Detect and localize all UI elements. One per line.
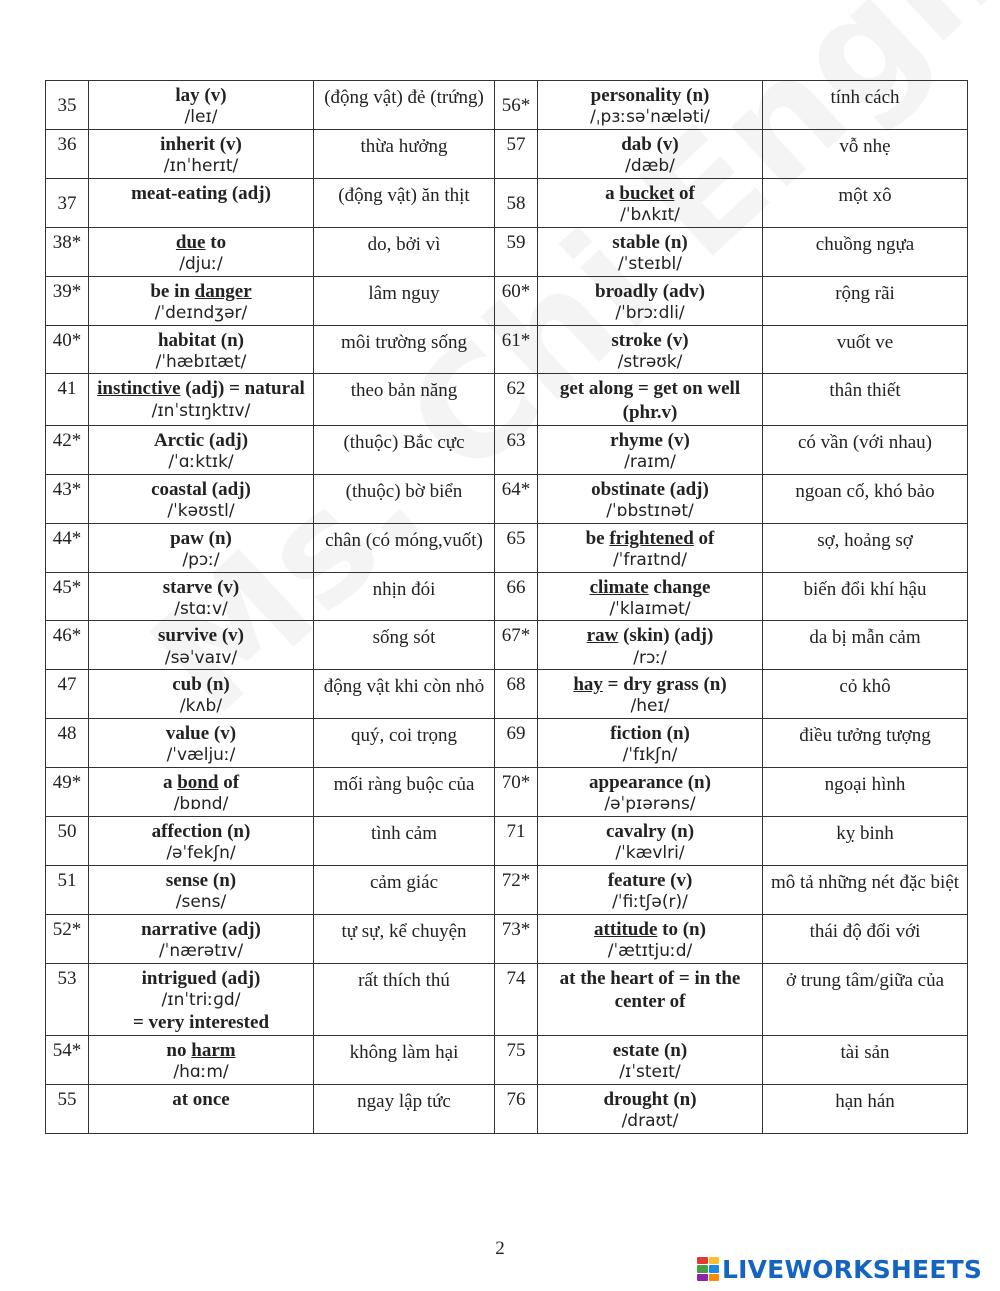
right-meaning: điều tưởng tượng bbox=[763, 719, 968, 768]
left-entry-number: 41 bbox=[46, 374, 89, 425]
word-text: get along = get on well (phr.v) bbox=[559, 378, 741, 423]
ipa-pronunciation: /ˈhæbɪtæt/ bbox=[155, 351, 247, 372]
left-meaning: (động vật) ăn thịt bbox=[314, 178, 495, 227]
ipa-pronunciation: /ˈkəʊstl/ bbox=[167, 500, 235, 521]
right-meaning: mô tả những nét đặc biệt bbox=[763, 865, 968, 914]
vocab-word bbox=[93, 673, 309, 696]
left-entry-number: 39* bbox=[46, 276, 89, 325]
word-text: intrigued (adj) bbox=[141, 967, 261, 989]
ipa-pronunciation: /ɪnˈstɪŋktɪv/ bbox=[151, 400, 251, 421]
word-text: (skin) (adj) bbox=[618, 625, 714, 647]
word-text: habitat (n) bbox=[157, 329, 245, 351]
ipa-pronunciation: /ˈɑːktɪk/ bbox=[168, 451, 234, 472]
vocab-word bbox=[542, 918, 758, 941]
table-row bbox=[46, 474, 968, 523]
ipa-pronunciation: /ˈætɪtjuːd/ bbox=[607, 941, 693, 962]
vocab-word bbox=[542, 967, 758, 1013]
ipa-pronunciation: /ˈfraɪtnd/ bbox=[612, 549, 688, 570]
word-text: a bbox=[162, 772, 178, 794]
left-entry-number: 36 bbox=[46, 129, 89, 178]
right-word-cell bbox=[538, 325, 763, 374]
left-word-cell bbox=[89, 865, 314, 914]
left-entry-number: 46* bbox=[46, 621, 89, 670]
vocab-word bbox=[93, 429, 309, 452]
left-word-cell bbox=[89, 768, 314, 817]
word-text: personality (n) bbox=[590, 85, 710, 106]
vocab-word bbox=[542, 673, 758, 696]
word-text: appearance (n) bbox=[589, 772, 711, 794]
ipa-pronunciation: /əˈfekʃn/ bbox=[166, 843, 236, 864]
ipa-pronunciation: /pɔː/ bbox=[182, 549, 220, 570]
word-text: feature (v) bbox=[607, 869, 693, 891]
ipa-pronunciation: /ˈnærətɪv/ bbox=[158, 941, 244, 962]
vocab-word bbox=[93, 722, 309, 745]
word-text: no bbox=[166, 1039, 192, 1061]
right-meaning: tính cách bbox=[763, 81, 968, 130]
left-entry-number: 35 bbox=[46, 81, 89, 130]
table-row bbox=[46, 227, 968, 276]
underlined-keyword: danger bbox=[194, 280, 252, 302]
page-number: 2 bbox=[495, 1238, 505, 1259]
underlined-keyword: instinctive bbox=[97, 378, 181, 400]
ipa-pronunciation: /kʌb/ bbox=[179, 696, 223, 717]
left-word-cell bbox=[89, 425, 314, 474]
underlined-keyword: climate bbox=[589, 576, 649, 598]
table-row bbox=[46, 523, 968, 572]
left-entry-number: 50 bbox=[46, 817, 89, 866]
ipa-pronunciation: /əˈpɪərəns/ bbox=[604, 794, 696, 815]
left-meaning: lâm nguy bbox=[314, 276, 495, 325]
word-text: narrative (adj) bbox=[141, 918, 261, 940]
vocab-word bbox=[542, 722, 758, 745]
left-word-cell bbox=[89, 374, 314, 425]
right-word-cell bbox=[538, 276, 763, 325]
right-meaning: thái độ đối với bbox=[763, 914, 968, 963]
vocab-word bbox=[542, 576, 758, 599]
vocab-word bbox=[93, 1039, 309, 1062]
right-entry-number: 70* bbox=[495, 768, 538, 817]
word-text: (adj) = natural bbox=[180, 378, 305, 400]
left-meaning: tự sự, kể chuyện bbox=[314, 914, 495, 963]
word-text: to bbox=[205, 231, 227, 253]
left-meaning: cảm giác bbox=[314, 865, 495, 914]
table-row bbox=[46, 719, 968, 768]
right-word-cell bbox=[538, 719, 763, 768]
right-entry-number: 68 bbox=[495, 670, 538, 719]
ipa-pronunciation: /ˈkævlri/ bbox=[615, 843, 685, 864]
right-word-cell bbox=[538, 81, 763, 130]
vocab-word bbox=[93, 1088, 309, 1111]
right-word-cell bbox=[538, 572, 763, 621]
left-entry-number: 51 bbox=[46, 865, 89, 914]
left-word-cell bbox=[89, 325, 314, 374]
word-text: inherit (v) bbox=[160, 133, 242, 155]
right-entry-number: 74 bbox=[495, 963, 538, 1035]
table-row bbox=[46, 374, 968, 425]
underlined-keyword: harm bbox=[191, 1039, 236, 1061]
ipa-pronunciation: /ˈbʌkɪt/ bbox=[620, 204, 680, 225]
right-word-cell bbox=[538, 768, 763, 817]
left-meaning: môi trường sống bbox=[314, 325, 495, 374]
liveworksheets-icon bbox=[697, 1257, 719, 1281]
right-entry-number: 56* bbox=[495, 81, 538, 130]
synonym-note: = very interested bbox=[132, 1011, 270, 1033]
underlined-keyword: raw bbox=[586, 625, 619, 647]
right-meaning: chuồng ngựa bbox=[763, 227, 968, 276]
ipa-pronunciation: /ˈfiːtʃə(r)/ bbox=[612, 892, 688, 913]
left-entry-number: 53 bbox=[46, 963, 89, 1035]
right-word-cell bbox=[538, 474, 763, 523]
ipa-pronunciation: /raɪm/ bbox=[624, 451, 676, 472]
vocab-word bbox=[93, 624, 309, 647]
vocab-word bbox=[93, 182, 309, 205]
right-meaning: hạn hán bbox=[763, 1084, 968, 1133]
vocab-word bbox=[542, 527, 758, 550]
word-text: estate (n) bbox=[612, 1039, 688, 1061]
vocab-word bbox=[542, 624, 758, 647]
right-entry-number: 60* bbox=[495, 276, 538, 325]
vocab-word bbox=[542, 182, 758, 205]
right-word-cell bbox=[538, 670, 763, 719]
word-text: stable (n) bbox=[612, 231, 688, 253]
left-word-cell bbox=[89, 817, 314, 866]
left-meaning: tình cảm bbox=[314, 817, 495, 866]
left-entry-number: 38* bbox=[46, 227, 89, 276]
right-meaning: ngoại hình bbox=[763, 768, 968, 817]
ipa-pronunciation: /draʊt/ bbox=[621, 1110, 679, 1131]
vocab-word bbox=[93, 280, 309, 303]
left-entry-number: 55 bbox=[46, 1084, 89, 1133]
right-meaning: có vần (với nhau) bbox=[763, 425, 968, 474]
vocab-word bbox=[542, 329, 758, 352]
right-entry-number: 71 bbox=[495, 817, 538, 866]
left-entry-number: 47 bbox=[46, 670, 89, 719]
word-text: starve (v) bbox=[162, 576, 240, 598]
right-word-cell bbox=[538, 1035, 763, 1084]
left-entry-number: 42* bbox=[46, 425, 89, 474]
word-text: at the heart of = in the center of bbox=[559, 967, 741, 1012]
left-word-cell bbox=[89, 572, 314, 621]
liveworksheets-logo[interactable] bbox=[697, 1254, 982, 1284]
left-word-cell bbox=[89, 178, 314, 227]
word-text: be in bbox=[150, 280, 195, 302]
left-meaning: chân (có móng,vuốt) bbox=[314, 523, 495, 572]
left-word-cell bbox=[89, 474, 314, 523]
left-word-cell bbox=[89, 1035, 314, 1084]
word-text: paw (n) bbox=[170, 527, 232, 549]
table-row bbox=[46, 425, 968, 474]
right-word-cell bbox=[538, 865, 763, 914]
right-meaning: kỵ binh bbox=[763, 817, 968, 866]
right-entry-number: 65 bbox=[495, 523, 538, 572]
ipa-pronunciation: /ˈfɪkʃn/ bbox=[622, 745, 678, 766]
right-meaning: tài sản bbox=[763, 1035, 968, 1084]
table-row bbox=[46, 963, 968, 1035]
vocab-word bbox=[542, 231, 758, 254]
right-entry-number: 69 bbox=[495, 719, 538, 768]
underlined-keyword: bond bbox=[177, 772, 219, 794]
ipa-pronunciation: /dæb/ bbox=[625, 156, 675, 177]
right-word-cell bbox=[538, 523, 763, 572]
right-meaning: da bị mẫn cảm bbox=[763, 621, 968, 670]
word-text: fiction (n) bbox=[610, 723, 690, 745]
left-entry-number: 49* bbox=[46, 768, 89, 817]
left-word-cell bbox=[89, 81, 314, 130]
word-text: lay (v) bbox=[175, 85, 227, 106]
table-row bbox=[46, 81, 968, 130]
right-entry-number: 57 bbox=[495, 129, 538, 178]
left-meaning: (thuộc) Bắc cực bbox=[314, 425, 495, 474]
vocab-word bbox=[542, 280, 758, 303]
table-row bbox=[46, 914, 968, 963]
table-row bbox=[46, 1084, 968, 1133]
ipa-pronunciation: /ˈbrɔːdli/ bbox=[615, 302, 685, 323]
left-word-cell bbox=[89, 129, 314, 178]
left-entry-number: 44* bbox=[46, 523, 89, 572]
vocab-word bbox=[93, 967, 309, 990]
right-entry-number: 63 bbox=[495, 425, 538, 474]
right-entry-number: 61* bbox=[495, 325, 538, 374]
ipa-pronunciation: /ɪnˈherɪt/ bbox=[163, 156, 239, 177]
vocab-word bbox=[93, 576, 309, 599]
right-word-cell bbox=[538, 963, 763, 1035]
left-meaning: sống sót bbox=[314, 621, 495, 670]
right-meaning: cỏ khô bbox=[763, 670, 968, 719]
vocab-word bbox=[93, 771, 309, 794]
vocab-word bbox=[93, 231, 309, 254]
left-entry-number: 43* bbox=[46, 474, 89, 523]
vocab-word bbox=[93, 527, 309, 550]
right-meaning: sợ, hoảng sợ bbox=[763, 523, 968, 572]
left-entry-number: 45* bbox=[46, 572, 89, 621]
underlined-keyword: hay bbox=[573, 674, 603, 696]
right-meaning: ngoan cố, khó bảo bbox=[763, 474, 968, 523]
vocab-word bbox=[542, 869, 758, 892]
left-meaning: (động vật) đẻ (trứng) bbox=[314, 81, 495, 130]
left-entry-number: 40* bbox=[46, 325, 89, 374]
table-row bbox=[46, 670, 968, 719]
right-meaning: vuốt ve bbox=[763, 325, 968, 374]
underlined-keyword: due bbox=[175, 231, 206, 253]
right-entry-number: 66 bbox=[495, 572, 538, 621]
table-row bbox=[46, 276, 968, 325]
left-word-cell bbox=[89, 670, 314, 719]
word-text: stroke (v) bbox=[611, 329, 689, 351]
ipa-pronunciation: /rɔː/ bbox=[633, 647, 667, 668]
table-row bbox=[46, 129, 968, 178]
word-text: cub (n) bbox=[172, 674, 230, 696]
word-text: at once bbox=[172, 1088, 230, 1110]
word-text: change bbox=[648, 576, 711, 598]
vocab-word bbox=[542, 133, 758, 156]
right-word-cell bbox=[538, 129, 763, 178]
right-entry-number: 64* bbox=[495, 474, 538, 523]
right-meaning: một xô bbox=[763, 178, 968, 227]
right-word-cell bbox=[538, 914, 763, 963]
vocab-word bbox=[93, 478, 309, 501]
left-word-cell bbox=[89, 914, 314, 963]
vocab-word bbox=[93, 869, 309, 892]
vocab-word bbox=[542, 429, 758, 452]
left-entry-number: 54* bbox=[46, 1035, 89, 1084]
left-entry-number: 52* bbox=[46, 914, 89, 963]
ipa-pronunciation: /ˈdeɪndʒər/ bbox=[154, 302, 248, 323]
ipa-pronunciation: /ɪnˈtriːɡd/ bbox=[161, 989, 241, 1010]
left-word-cell bbox=[89, 963, 314, 1035]
right-entry-number: 73* bbox=[495, 914, 538, 963]
vocab-word bbox=[542, 478, 758, 501]
right-entry-number: 59 bbox=[495, 227, 538, 276]
ipa-pronunciation: /heɪ/ bbox=[630, 696, 670, 717]
table-row bbox=[46, 621, 968, 670]
word-text: dab (v) bbox=[621, 133, 679, 155]
word-text: sense (n) bbox=[165, 869, 237, 891]
table-row bbox=[46, 572, 968, 621]
right-word-cell bbox=[538, 817, 763, 866]
left-word-cell bbox=[89, 523, 314, 572]
right-word-cell bbox=[538, 178, 763, 227]
left-meaning: động vật khi còn nhỏ bbox=[314, 670, 495, 719]
ipa-pronunciation: /hɑːm/ bbox=[173, 1062, 229, 1082]
word-text: Arctic (adj) bbox=[153, 429, 249, 451]
left-meaning: không làm hại bbox=[314, 1035, 495, 1084]
right-word-cell bbox=[538, 425, 763, 474]
word-text: be bbox=[585, 527, 610, 549]
ipa-pronunciation: /leɪ/ bbox=[184, 107, 218, 128]
word-text: of bbox=[674, 182, 695, 204]
word-text: value (v) bbox=[165, 723, 237, 745]
left-word-cell bbox=[89, 276, 314, 325]
table-row bbox=[46, 817, 968, 866]
vocab-word bbox=[93, 377, 309, 400]
word-text: = dry grass (n) bbox=[602, 674, 727, 696]
word-text: meat-eating (adj) bbox=[131, 182, 271, 204]
right-word-cell bbox=[538, 621, 763, 670]
table-row bbox=[46, 1035, 968, 1084]
word-text: affection (n) bbox=[151, 821, 251, 843]
left-word-cell bbox=[89, 1084, 314, 1133]
left-word-cell bbox=[89, 227, 314, 276]
vocab-word bbox=[542, 820, 758, 843]
table-row bbox=[46, 865, 968, 914]
vocabulary-table bbox=[45, 80, 968, 1134]
word-text: rhyme (v) bbox=[610, 429, 690, 451]
ipa-pronunciation: /ˈklaɪmət/ bbox=[609, 598, 691, 619]
word-text: drought (n) bbox=[603, 1088, 697, 1110]
left-meaning: theo bản năng bbox=[314, 374, 495, 425]
ipa-pronunciation: /bɒnd/ bbox=[173, 794, 229, 815]
word-text: broadly (adv) bbox=[595, 280, 705, 302]
word-text: to (n) bbox=[657, 918, 706, 940]
underlined-keyword: frightened bbox=[609, 527, 694, 549]
ipa-pronunciation: /stɑːv/ bbox=[174, 598, 228, 619]
right-meaning: vỗ nhẹ bbox=[763, 129, 968, 178]
underlined-keyword: bucket bbox=[619, 182, 675, 204]
brand-name: LIVEWORKSHEETS bbox=[722, 1254, 983, 1284]
vocab-word bbox=[93, 820, 309, 843]
right-meaning: thân thiết bbox=[763, 374, 968, 425]
underlined-keyword: attitude bbox=[594, 918, 658, 940]
ipa-pronunciation: /sens/ bbox=[175, 892, 227, 913]
vocab-word bbox=[542, 84, 758, 107]
ipa-pronunciation: /ˌpɜːsəˈnæləti/ bbox=[590, 107, 710, 128]
left-meaning: do, bởi vì bbox=[314, 227, 495, 276]
ipa-pronunciation: /ɪˈsteɪt/ bbox=[619, 1062, 681, 1082]
left-entry-number: 48 bbox=[46, 719, 89, 768]
table-row bbox=[46, 768, 968, 817]
vocab-word bbox=[542, 377, 758, 423]
right-entry-number: 67* bbox=[495, 621, 538, 670]
vocab-word bbox=[542, 1088, 758, 1111]
ipa-pronunciation: /strəʊk/ bbox=[617, 351, 683, 372]
ipa-pronunciation: /ˈsteɪbl/ bbox=[618, 253, 682, 274]
word-text: obstinate (adj) bbox=[591, 478, 709, 500]
left-meaning: mối ràng buộc của bbox=[314, 768, 495, 817]
right-meaning: biến đổi khí hậu bbox=[763, 572, 968, 621]
word-text: coastal (adj) bbox=[151, 478, 251, 500]
word-text: a bbox=[605, 182, 620, 204]
left-entry-number: 37 bbox=[46, 178, 89, 227]
word-text: cavalry (n) bbox=[605, 821, 695, 843]
ipa-pronunciation: /djuː/ bbox=[179, 253, 223, 274]
table-row bbox=[46, 178, 968, 227]
right-entry-number: 58 bbox=[495, 178, 538, 227]
word-text: of bbox=[218, 772, 240, 794]
right-word-cell bbox=[538, 227, 763, 276]
right-word-cell bbox=[538, 1084, 763, 1133]
left-meaning: rất thích thú bbox=[314, 963, 495, 1035]
word-text: of bbox=[693, 527, 715, 549]
vocab-word bbox=[542, 771, 758, 794]
right-entry-number: 75 bbox=[495, 1035, 538, 1084]
left-word-cell bbox=[89, 621, 314, 670]
right-entry-number: 62 bbox=[495, 374, 538, 425]
left-meaning: ngay lập tức bbox=[314, 1084, 495, 1133]
word-text: survive (v) bbox=[157, 625, 244, 647]
right-meaning: ở trung tâm/giữa của bbox=[763, 963, 968, 1035]
vocab-word bbox=[542, 1039, 758, 1062]
right-word-cell bbox=[538, 374, 763, 425]
vocab-word bbox=[93, 84, 309, 107]
ipa-pronunciation: /ˈvæljuː/ bbox=[166, 745, 236, 766]
left-meaning: nhịn đói bbox=[314, 572, 495, 621]
right-meaning: rộng rãi bbox=[763, 276, 968, 325]
ipa-pronunciation: /ˈɒbstɪnət/ bbox=[606, 500, 694, 521]
right-entry-number: 72* bbox=[495, 865, 538, 914]
right-entry-number: 76 bbox=[495, 1084, 538, 1133]
left-meaning: thừa hưởng bbox=[314, 129, 495, 178]
left-meaning: quý, coi trọng bbox=[314, 719, 495, 768]
vocab-word bbox=[93, 133, 309, 156]
table-row bbox=[46, 325, 968, 374]
vocab-word bbox=[93, 918, 309, 941]
ipa-pronunciation: /səˈvaɪv/ bbox=[164, 647, 238, 668]
vocab-word bbox=[93, 329, 309, 352]
left-word-cell bbox=[89, 719, 314, 768]
left-meaning: (thuộc) bờ biển bbox=[314, 474, 495, 523]
